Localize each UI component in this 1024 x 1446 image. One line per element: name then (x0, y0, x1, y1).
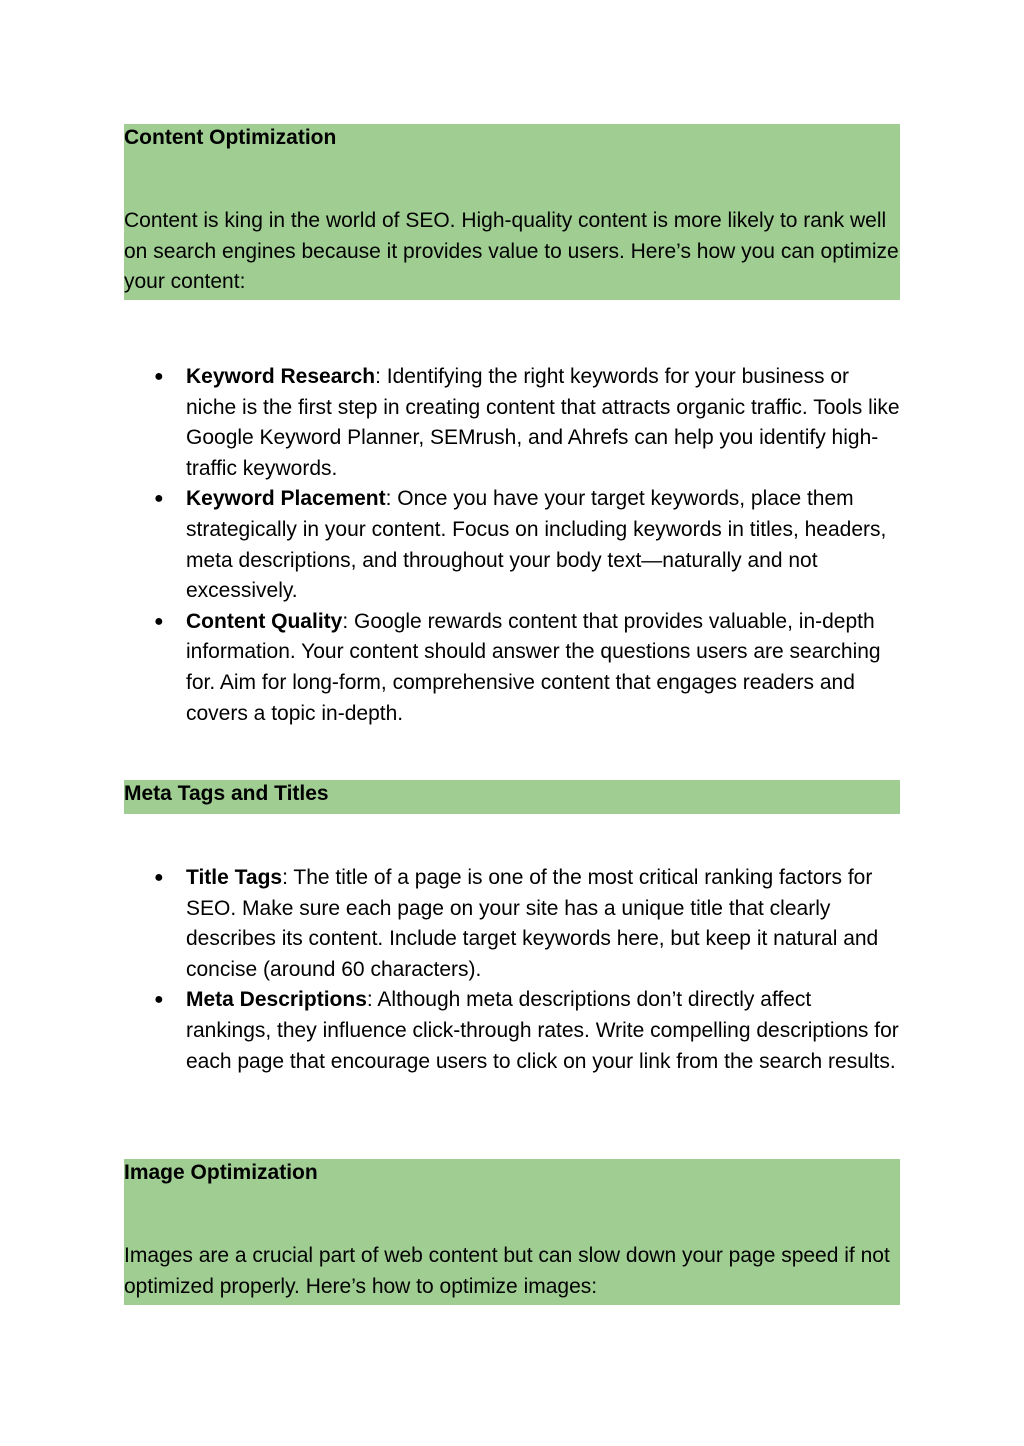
bullet-icon: ● (154, 991, 164, 1009)
item-term: Keyword Placement (186, 487, 386, 511)
list-item (124, 985, 900, 1077)
bullet-icon: ● (154, 368, 164, 385)
item-term: Keyword Research (186, 365, 376, 388)
item-term: Meta Descriptions (186, 988, 367, 1012)
section-heading: Image Optimization (124, 1161, 318, 1184)
bullet-icon: ● (154, 869, 164, 886)
section-intro: Images are a crucial part of web content but can slow down your page speed if not optimized properly. Here’s how to optimize images: (124, 1244, 890, 1298)
bullet-icon: ● (154, 490, 164, 508)
item-term: Title Tags (186, 866, 283, 889)
item-text: : Once you have your target keywords, place them strategically in your content. Focus on including keywords in titles, headers, meta descriptions, and throughout your body text—naturally and not excessively. (186, 487, 887, 603)
item-text: : Identifying the right keywords for your business or niche is the first step in creating content that attracts organic traffic. Tools like Google Keyword Planner, SEMrush, and Ahrefs can help you identify high-traffic keywords. (186, 365, 900, 480)
list-item (124, 863, 900, 985)
meta-tags-list (124, 863, 900, 1077)
content-optimization-list (124, 362, 900, 729)
meta-tags-block (124, 780, 900, 814)
bullet-icon: ● (154, 612, 164, 630)
content-optimization-block (124, 124, 900, 300)
list-item (124, 362, 900, 484)
section-heading: Content Optimization (124, 126, 337, 149)
list-item (124, 484, 900, 606)
item-text: : The title of a page is one of the most critical ranking factors for SEO. Make sure each page on your site has a unique title that clearly describes its content. Include target keywords here, but keep it natural and concise (around 60 characters). (186, 866, 879, 981)
image-optimization-block (124, 1159, 900, 1305)
section-intro: Content is king in the world of SEO. High-quality content is more likely to rank well on search engines because it provides value to users. Here’s how you can optimize your content: (124, 209, 899, 294)
item-text: : Although meta descriptions don’t directly affect rankings, they influence click-through rates. Write compelling descriptions for each page that encourage users to click on your link from the search results. (186, 988, 899, 1073)
section-heading: Meta Tags and Titles (124, 782, 329, 805)
item-term: Content Quality (186, 609, 343, 633)
item-text: : Google rewards content that provides valuable, in-depth information. Your content should answer the questions users are searching for. Aim for long-form, comprehensive content that engages readers and covers a topic in-depth. (186, 609, 881, 725)
list-item (124, 607, 900, 729)
